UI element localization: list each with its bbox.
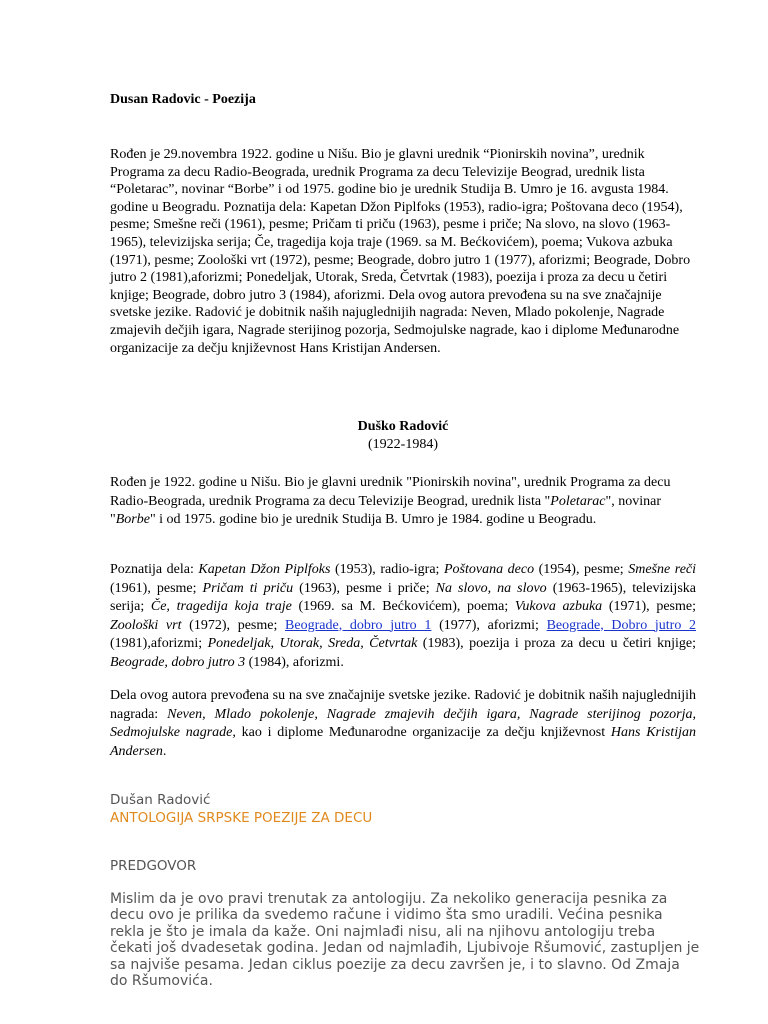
text: Poznatija dela: <box>110 562 199 577</box>
bio-paragraph <box>110 474 696 530</box>
document-title: Dusan Radovic - Poezija <box>110 92 256 107</box>
work-title: Če, tragedija koja traje <box>150 599 292 614</box>
anthology-author: Dušan Radović <box>110 792 211 808</box>
text: (1963), pesme i priče; <box>293 580 436 596</box>
work-title: Pričam ti priču <box>202 580 294 596</box>
preface-text: Mislim da je ovo pravi trenutak za antologiju. Za nekoliko generacija pesnika za decu ovo je prilika da svedemo račune i vidimo šta smo uradili. Većina pesnika rekla je što je imala da kaže. Oni najmlađi nisu, ali na njihovu antologiju treba čekati još dvadesetak godina. Jedan od najmlađih, Ljubivoje Ršumović, zastupljen je sa najviše pesama. Jedan ciklus poezije za decu završen je, i to slavno. Od Zmaja do Ršumovića. <box>110 891 700 990</box>
text: (1972), pesme; <box>181 617 286 633</box>
bio-paragraph-short: Rođen je 29.novembra 1922. godine u Nišu. Bio je glavni urednik “Pionirskih novina”, urednik Programa za decu Radio-Beograda, urednik Programa za decu Televizije Beograd, urednik lista “Poletarac”, novinar “Borbe” i od 1975. godine bio je urednik Studija B. Umro je 16. avgusta 1984. godine u Beogradu. Poznatija dela: Kapetan Džon Piplfoks (1953), radio-igra; Poštovana deco (1954), pesme; Smešne reči (1961), pesme; Pričam ti priču (1963), pesme i priče; Na slovo, na slovo (1963-1965), televizijska serija; Če, tragedija koja traje (1969. sa M. Bećkovićem), poema; Vukova azbuka (1971), pesme; Zoološki vrt (1972), pesme; Beograde, dobro jutro 1 (1977), aforizmi; Beograde, Dobro jutro 2 (1981),aforizmi; Ponedeljak, Utorak, Sreda, Četvrtak (1983), poezija i proza za decu u četiri knjige; Beograde, dobro jutro 3 (1984), aforizmi. Dela ovog autora prevođena su na sve značajnije svetske jezike. Radović je dobitnik naših najuglednijih nagrada: Neven, Mlado pokolenje, Nagrade zmajevih dečjih igara, Nagrade sterijinog pozorja, Sedmojulske nagrade, kao i diplome Međunarodne organizacije za dečju književnost Hans Kristijan Andersen. <box>110 147 691 356</box>
text: Rođen je 1922. godine u Nišu. Bio je glavni urednik "Pionirskih novina", urednik Programa za decu Radio-Beograda, urednik Programa za decu Televizije Beograd, urednik lista " <box>110 475 671 509</box>
text: . <box>162 743 167 759</box>
text: " i od 1975. godine bio je urednik Studija B. Umro je 1984. godine u Beogradu. <box>149 512 597 527</box>
link-beograde-dobro-jutro-1[interactable]: Beograde, dobro jutro 1 <box>285 617 432 633</box>
author-heading <box>110 418 696 454</box>
anthology-title: ANTOLOGIJA SRPSKE POEZIJE ZA DECU <box>110 810 373 826</box>
text: (1981),aforizmi; <box>110 636 208 651</box>
text: (1953), radio-igra; <box>330 562 444 577</box>
italic-text: Borbe <box>115 512 150 527</box>
work-title: Zoološki vrt <box>110 617 182 633</box>
text: Dela ovog autora prevođena su na sve značajnije svetske jezike. Radović je dobitnik naših najuglednijih nagrada: <box>110 688 696 722</box>
award-name: Hans Kristijan Andersen <box>110 725 696 759</box>
link-beograde-dobro-jutro-2[interactable]: Beograde, Dobro jutro 2 <box>546 617 697 633</box>
author-years: (1922-1984) <box>368 437 438 452</box>
text: (1984), aforizmi. <box>245 654 344 670</box>
text: (1969. sa M. Bećkovićem), poema; <box>291 599 515 614</box>
preface-heading: PREDGOVOR <box>110 858 197 874</box>
italic-text: Poletarac <box>550 493 606 509</box>
work-title: Beograde, dobro jutro 3 <box>110 654 246 670</box>
works-paragraph <box>110 561 696 672</box>
text: (1961), pesme; <box>110 580 203 596</box>
work-title: Kapetan Džon Piplfoks <box>198 562 331 577</box>
work-title: Smešne reči <box>628 562 697 577</box>
author-name-heading: Duško Radović <box>357 419 449 434</box>
text: (1983), poezija i proza za decu u četiri knjige; <box>417 636 697 651</box>
text: ", novinar " <box>110 493 661 527</box>
work-title: Poštovana deco <box>444 562 535 577</box>
work-title: Vukova azbuka <box>514 599 603 614</box>
awards-list: Neven, Mlado pokolenje, Nagrade zmajevih dečjih igara, Nagrade sterijinog pozorja, Sedmojulske nagrade, <box>110 706 696 740</box>
text: (1954), pesme; <box>534 562 629 577</box>
awards-paragraph <box>110 687 696 761</box>
text: (1971), pesme; <box>602 599 696 614</box>
work-title: Na slovo, na slovo <box>435 580 547 596</box>
text: kao i diplome Međunarodne organizacije za dečju književnost <box>235 725 611 740</box>
work-title: Ponedeljak, Utorak, Sreda, Četvrtak <box>207 636 418 651</box>
text: (1977), aforizmi; <box>431 617 547 633</box>
text: (1963-1965), televizijska serija; <box>110 580 696 614</box>
